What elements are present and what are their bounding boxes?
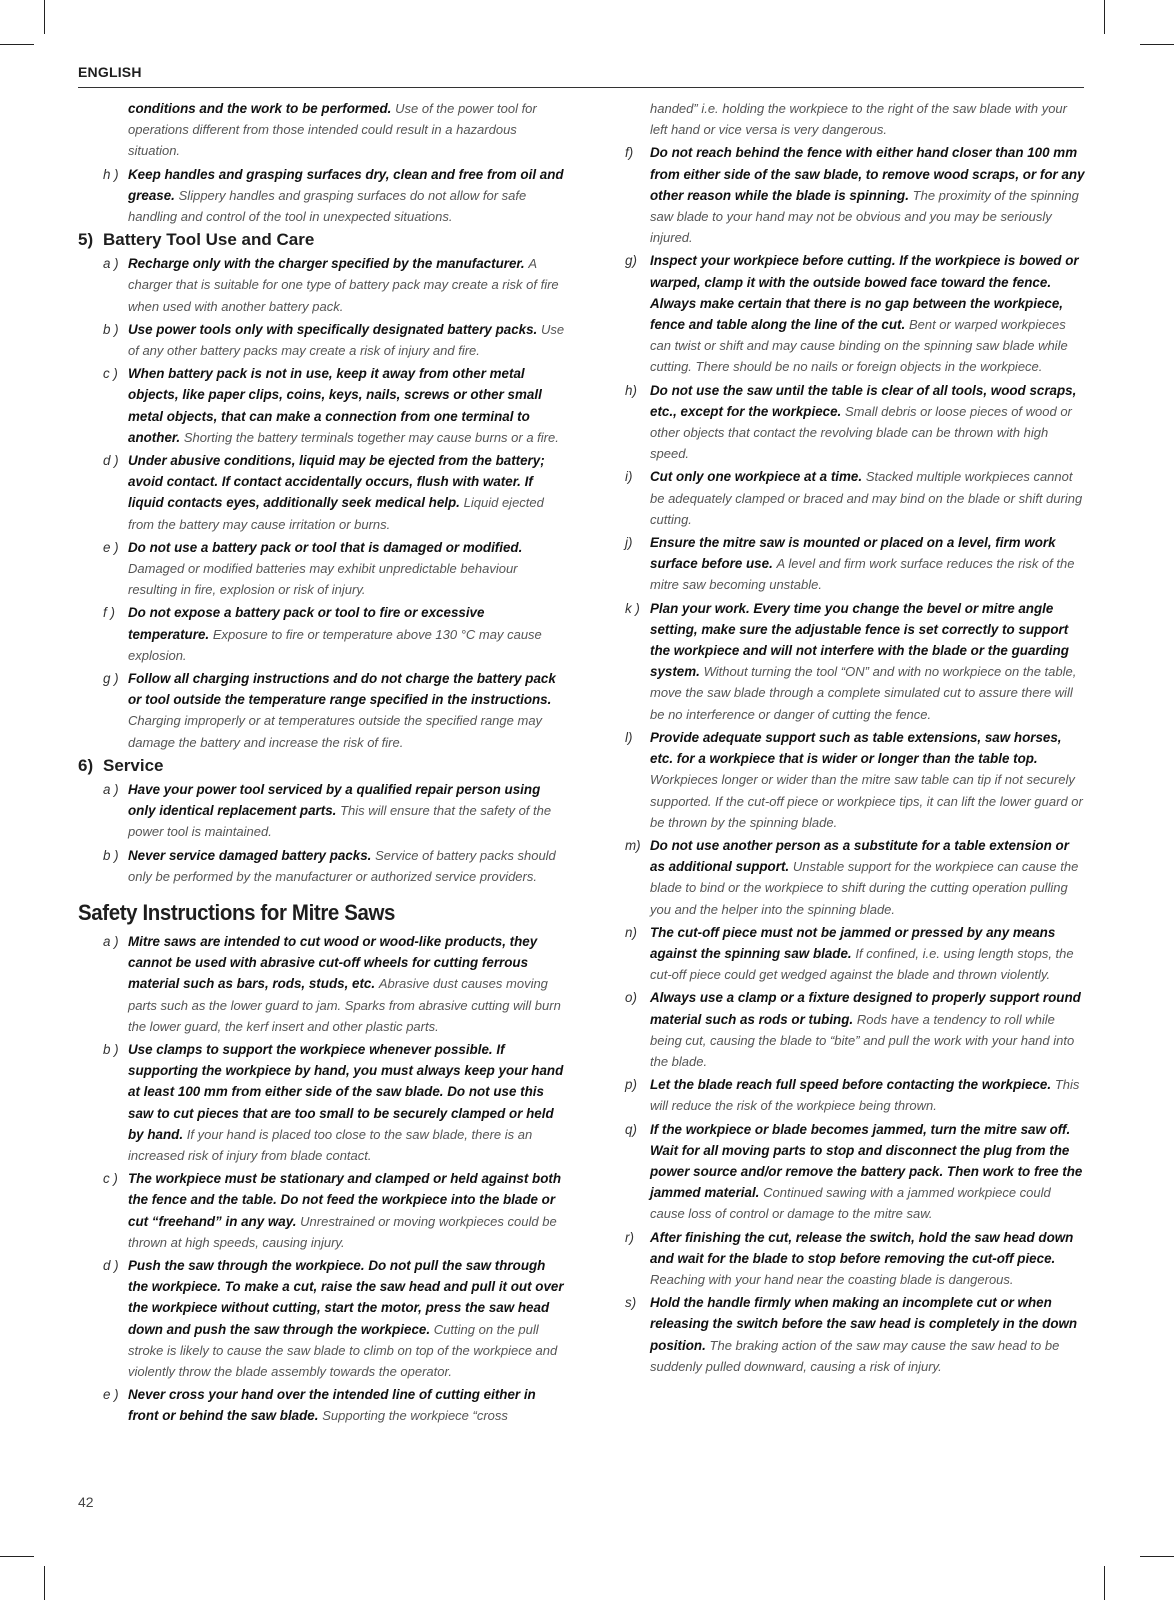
item-letter: c ) <box>103 366 118 382</box>
bold-instruction: The cut-off piece must not be jammed or pressed by any means against the spinning saw blade. <box>650 924 1056 961</box>
bold-instruction: Plan your work. Every time you change the bevel or mitre angle setting, make sure the adjustable fence is set correctly to support the workpiece and will not interfere with the blade or the guarding system. <box>650 600 1069 680</box>
list-item <box>78 363 566 448</box>
item-letter: k ) <box>625 600 640 616</box>
explanation: Reaching with your hand near the coasting blade is dangerous. <box>650 1271 1014 1287</box>
explanation: Use of any other battery packs may create a risk of injury and fire. <box>128 321 565 359</box>
left-column <box>78 98 566 1429</box>
continued-item-g <box>78 98 566 162</box>
list-item <box>600 727 1086 833</box>
section-title: Battery Tool Use and Care <box>103 230 315 250</box>
section-heading-battery <box>78 229 566 251</box>
crop-mark <box>1140 44 1174 45</box>
bold-instruction: Provide adequate support such as table extensions, saw horses, etc. for a workpiece that is wider or longer than the table top. <box>650 729 1062 767</box>
explanation: Use of the power tool for operations different from those intended could result in a hazardous situation. <box>128 101 537 159</box>
crop-mark <box>1104 1566 1105 1600</box>
list-item <box>600 922 1086 986</box>
header-divider <box>78 87 1084 88</box>
explanation: Liquid ejected from the battery may cause irritation or burns. <box>128 495 544 532</box>
bold-instruction: Do not use another person as a substitute for a table extension or as additional support. <box>650 837 1069 875</box>
explanation: A charger that is suitable for one type of battery pack may create a risk of fire when used with another battery pack. <box>128 256 559 314</box>
section-heading-service <box>78 755 566 777</box>
bold-instruction: When battery pack is not in use, keep it away from other metal objects, like paper clips, coins, keys, nails, screws or other small metal objects, that can make a connection from one terminal to another. <box>128 366 542 445</box>
explanation: Damaged or modified batteries may exhibit unpredictable behaviour resulting in fire, explosion or risk of injury. <box>128 561 518 598</box>
explanation: This will reduce the risk of the workpiece being thrown. <box>650 1077 1080 1114</box>
list-item <box>600 532 1086 596</box>
crop-mark <box>0 1556 34 1557</box>
list-item <box>600 466 1086 530</box>
item-letter: n) <box>625 924 637 940</box>
bold-instruction: Cut only one workpiece at a time. <box>650 469 863 485</box>
list-item <box>78 668 566 753</box>
item-letter: j) <box>625 535 633 551</box>
item-letter: l) <box>625 729 633 745</box>
list-item <box>78 1168 566 1253</box>
explanation: The braking action of the saw may cause the saw head to be suddenly pulled downward, causing a risk of injury. <box>650 1337 1060 1374</box>
explanation: handed” i.e. holding the workpiece to the right of the saw blade with your left hand or vice versa is very dangerous. <box>650 101 1067 138</box>
item-letter: b ) <box>103 321 119 337</box>
explanation: Bent or warped workpieces can twist or shift and may cause binding on the spinning saw blade while cutting. There should be no nails or foreign objects in the workpiece. <box>650 317 1068 375</box>
bold-instruction: Do not use a battery pack or tool that is damaged or modified. <box>128 539 523 555</box>
explanation: Unstable support for the workpiece can cause the blade to bind or the workpiece to shift during the cutting operation pulling you and the helper into the spinning blade. <box>650 859 1079 917</box>
explanation: Charging improperly or at temperatures outside the specified range may damage the battery and increase the risk of fire. <box>128 713 543 750</box>
item-letter: o) <box>625 990 637 1006</box>
item-letter: d ) <box>103 1257 119 1273</box>
item-letter: g ) <box>103 671 119 687</box>
item-letter: m) <box>625 837 641 853</box>
bold-instruction: Use clamps to support the workpiece whenever possible. If supporting the workpiece by hand, you must always keep your hand at least 100 mm from either side of the saw blade. Do not use this saw to cut pieces that are too small to be securely clamped or held by hand. <box>128 1041 564 1142</box>
continued-item-e <box>600 98 1086 140</box>
item-letter: b ) <box>103 847 119 863</box>
bold-instruction: Always use a clamp or a fixture designed to properly support round material such as rods or tubing. <box>650 990 1081 1027</box>
bold-instruction: Never cross your hand over the intended line of cutting either in front or behind the saw blade. <box>128 1387 536 1424</box>
list-item <box>600 142 1086 248</box>
list-item <box>600 1227 1086 1291</box>
item-letter: r) <box>625 1229 634 1245</box>
bold-instruction: Keep handles and grasping surfaces dry, clean and free from oil and grease. <box>128 166 564 203</box>
language-header: ENGLISH <box>78 64 142 80</box>
list-item <box>78 450 566 535</box>
battery-list <box>78 253 566 753</box>
bold-instruction: The workpiece must be stationary and clamped or held against both the fence and the table. Do not feed the workpiece into the blade or cut “freehand” in any way. <box>128 1171 562 1229</box>
explanation: Small debris or loose pieces of wood or other objects that contact the revolving blade can be thrown with high speed. <box>650 403 1072 462</box>
list-item <box>78 253 566 317</box>
crop-mark <box>44 1566 45 1600</box>
list-item <box>600 835 1086 920</box>
item-letter: c ) <box>103 1171 118 1187</box>
bold-instruction: Ensure the mitre saw is mounted or placed on a level, firm work surface before use. <box>650 535 1056 572</box>
mitre-saw-section-title: Safety Instructions for Mitre Saws <box>78 899 396 925</box>
list-item <box>78 164 566 228</box>
bold-instruction: Mitre saws are intended to cut wood or wood-like products, they cannot be used with abrasive cut-off wheels for cutting ferrous material such as bars, rods, studs, etc. <box>128 933 538 992</box>
explanation: Stacked multiple workpieces cannot be adequately clamped or braced and may bind on the blade or shift during cutting. <box>650 469 1083 527</box>
list-item <box>78 602 566 666</box>
bold-instruction: Do not use the saw until the table is clear of all tools, wood scraps, etc., except for the workpiece. <box>650 382 1077 419</box>
item-letter: g) <box>625 253 637 269</box>
explanation: Exposure to fire or temperature above 130 °C may cause explosion. <box>128 626 542 663</box>
item-letter: f ) <box>103 605 115 621</box>
item-letter: e ) <box>103 1387 119 1403</box>
explanation: Workpieces longer or wider than the mitre saw table can tip if not securely supported. If the cut-off piece or workpiece tips, it can lift the lower guard or be thrown by the spinning blade. <box>650 772 1083 830</box>
item-letter: a ) <box>103 256 119 272</box>
list-item <box>600 1119 1086 1225</box>
crop-mark <box>1140 1556 1174 1557</box>
bold-instruction: Use power tools only with specifically designated battery packs. <box>128 321 538 337</box>
bold-instruction: conditions and the work to be performed. <box>128 101 392 116</box>
section-number: 5) <box>78 230 94 250</box>
explanation: Unrestrained or moving workpieces could be thrown at high speeds, causing injury. <box>128 1213 557 1250</box>
bold-instruction: Recharge only with the charger specified by the manufacturer. <box>128 256 525 272</box>
explanation: The proximity of the spinning saw blade to your hand may not be obvious and you may be seriously injured. <box>650 187 1079 246</box>
list-item <box>600 380 1086 465</box>
explanation: Cutting on the pull stroke is likely to cause the saw blade to climb on top of the workpiece and violently throw the blade assembly towards the operator. <box>128 1321 558 1379</box>
explanation: Service of battery packs should only be performed by the manufacturer or authorized service providers. <box>128 847 556 884</box>
list-item <box>78 537 566 601</box>
item-letter: s) <box>625 1295 637 1311</box>
bold-instruction: Under abusive conditions, liquid may be ejected from the battery; avoid contact. If contact accidentally occurs, flush with water. If liquid contacts eyes, additionally seek medical help. <box>128 453 545 511</box>
bold-instruction: Inspect your workpiece before cutting. If the workpiece is bowed or warped, clamp it with the outside bowed face toward the fence. Always make certain that there is no gap between the workpiece, fence and table along the line of the cut. <box>650 253 1079 333</box>
item-letter: e ) <box>103 539 119 555</box>
item-letter: p) <box>625 1077 637 1093</box>
bold-instruction: Have your power tool serviced by a qualified repair person using only identical replacement parts. <box>128 781 541 819</box>
item-letter: i) <box>625 469 633 485</box>
right-column <box>600 98 1086 1379</box>
explanation: Shorting the battery terminals together may cause burns or a fire. <box>183 429 559 445</box>
explanation: This will ensure that the safety of the power tool is maintained. <box>128 803 552 840</box>
crop-mark <box>1104 0 1105 34</box>
item-letter: a ) <box>103 781 119 797</box>
section-title: Service <box>103 755 164 775</box>
item-letter: d ) <box>103 453 119 469</box>
bold-instruction: Do not reach behind the fence with either hand closer than 100 mm from either side of the saw blade, to remove wood scraps, or for any other reason while the blade is spinning. <box>650 145 1085 203</box>
list-item <box>78 1039 566 1166</box>
list-item <box>78 1255 566 1382</box>
bold-instruction: Hold the handle firmly when making an incomplete cut or when releasing the switch before the saw head is completely in the down position. <box>650 1295 1078 1353</box>
mitre-saw-list <box>78 931 566 1427</box>
explanation: If confined, i.e. using length stops, the cut-off piece could get wedged against the blade and thrown violently. <box>650 945 1074 983</box>
explanation: Slippery handles and grasping surfaces do not allow for safe handling and control of the tool in unexpected situations. <box>128 187 527 225</box>
bold-instruction: Do not expose a battery pack or tool to fire or excessive temperature. <box>128 605 485 642</box>
explanation: Supporting the workpiece “cross <box>322 1408 508 1424</box>
section-number: 6) <box>78 755 94 775</box>
item-letter: h ) <box>103 166 119 182</box>
explanation: If your hand is placed too close to the saw blade, there is an increased risk of injury from blade contact. <box>128 1126 533 1163</box>
list-item <box>78 779 566 843</box>
crop-mark <box>44 0 45 34</box>
page-number: 42 <box>78 1494 94 1510</box>
explanation: A level and firm work surface reduces the risk of the mitre saw becoming unstable. <box>650 556 1075 593</box>
bold-instruction: Push the saw through the workpiece. Do not pull the saw through the workpiece. To make a cut, raise the saw head and pull it out over the workpiece without cutting, start the motor, press the saw head down and push the saw through the workpiece. <box>128 1257 564 1337</box>
list-item <box>78 1384 566 1426</box>
service-list <box>78 779 566 887</box>
item-letter: h) <box>625 382 637 398</box>
list-item <box>600 250 1086 377</box>
list-item <box>600 598 1086 725</box>
explanation: Continued sawing with a jammed workpiece could cause loss of control or damage to the mitre saw. <box>650 1185 1051 1222</box>
bold-instruction: Follow all charging instructions and do not charge the battery pack or tool outside the temperature range specified in the instructions. <box>128 671 556 708</box>
item-letter: b ) <box>103 1041 119 1057</box>
bold-instruction: Never service damaged battery packs. <box>128 847 372 863</box>
list-item <box>78 845 566 887</box>
item-letter: f) <box>625 145 634 161</box>
item-letter: q) <box>625 1121 637 1137</box>
bold-instruction: After finishing the cut, release the switch, hold the saw head down and wait for the blade to stop before removing the cut-off piece. <box>650 1229 1074 1266</box>
list-item <box>600 987 1086 1072</box>
list-item <box>78 319 566 361</box>
item-letter: a ) <box>103 933 119 949</box>
explanation: Rods have a tendency to roll while being cut, causing the blade to “bite” and pull the work with your hand into the blade. <box>650 1011 1075 1069</box>
list-item <box>600 1074 1086 1116</box>
list-item <box>78 931 566 1037</box>
explanation: Abrasive dust causes moving parts such as the lower guard to jam. Sparks from abrasive cutting will burn the lower guard, the kerf insert and other plastic parts. <box>128 976 561 1034</box>
bold-instruction: If the workpiece or blade becomes jammed, turn the mitre saw off. Wait for all moving parts to stop and disconnect the plug from the power source and/or remove the battery pack. Then work to free the jammed material. <box>650 1121 1083 1201</box>
list-item <box>600 1292 1086 1377</box>
explanation: Without turning the tool “ON” and with no workpiece on the table, move the saw blade through a complete simulated cut to assure there will be no interference or danger of cutting the fence. <box>650 664 1077 722</box>
mitre-saw-list-continued <box>600 142 1086 1377</box>
bold-instruction: Let the blade reach full speed before contacting the workpiece. <box>650 1077 1052 1093</box>
crop-mark <box>0 44 34 45</box>
